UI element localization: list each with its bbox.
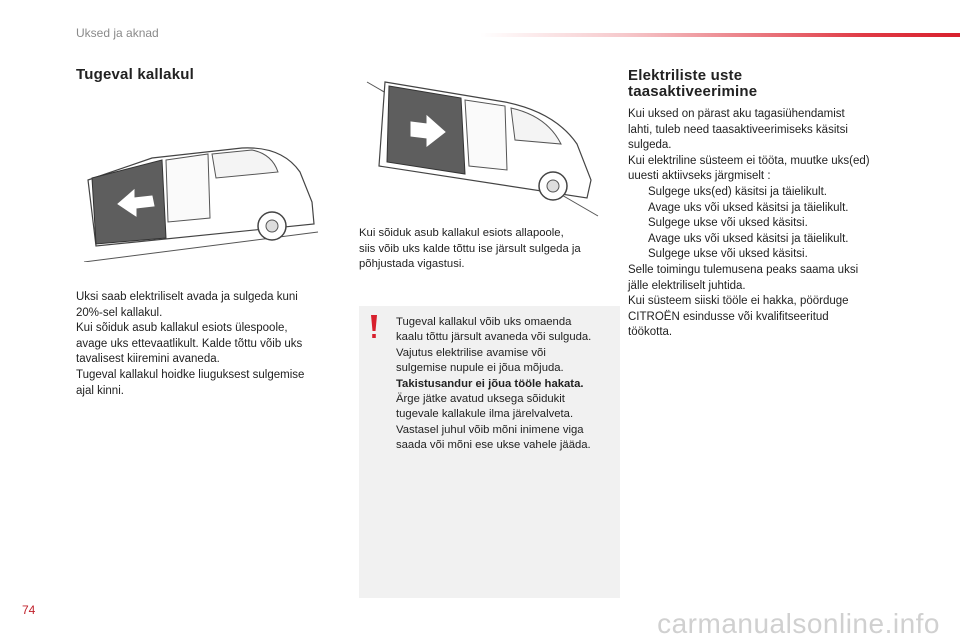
text-line: töökotta. [628,326,673,339]
text-line: ajal kinni. [76,384,124,397]
page-number: 74 [22,603,36,617]
text-line: Kui sõiduk asub kallakul esiots allapoole, [359,227,564,239]
list-item [628,216,928,232]
text-line: 20%-sel kallakul. [76,306,163,319]
warning-text [396,315,611,454]
list-item-text: Sulgege ukse või uksed käsitsi. [648,248,808,261]
text-line: Kui elektriline süsteem ei tööta, muutke uks(ed) [628,154,870,167]
text-line: sulgeda. [628,139,672,152]
text-line: tavalisest kiiremini avaneda. [76,353,220,366]
van-downhill-illustration [365,74,600,219]
heading-steep-slope: Tugeval kallakul [76,66,194,83]
text-line: Kui süsteem siiski tööle ei hakka, pöörduge [628,295,849,308]
text-line: Vastasel juhul võib mõni inimene viga [396,423,584,436]
text-line: jälle elektriliselt juhtida. [628,279,746,292]
text-line: avage uks ettevaatlikult. Kalde tõttu võib uks [76,337,303,350]
text-line: sulgemise nupule ei jõua mõjuda. [396,362,564,375]
list-item [628,185,928,201]
middle-caption [359,226,624,273]
text-line: Selle toimingu tulemusena peaks saama uksi [628,263,859,276]
heading-line: taasaktiveerimine [628,83,758,100]
list-item-text: Sulgege uks(ed) käsitsi ja täielikult. [648,185,827,198]
text-line: CITROËN esindusse või kvalifitseeritud [628,310,829,323]
watermark: carmanualsonline.info [657,608,940,639]
text-line: Ärge jätke avatud uksega sõidukit [396,393,565,406]
section-title: Uksed ja aknad [76,26,159,40]
text-line: Kui uksed on pärast aku tagasiühendamist [628,108,845,120]
left-body-text [76,290,356,399]
text-line: Kui sõiduk asub kallakul esiots ülespoole, [76,322,288,335]
list-item-text: Sulgege ukse või uksed käsitsi. [648,217,808,230]
text-line: siis võib uks kalde tõttu ise järsult sulgeda ja [359,242,581,255]
text-line: põhjustada vigastusi. [359,258,465,271]
list-item [628,232,928,248]
text-line: Tugeval kallakul võib uks omaenda [396,316,572,328]
text-line: tugevale kallakule ilma järelvalveta. [396,408,574,421]
text-line: Tugeval kallakul hoidke liuguksest sulgemise [76,368,305,381]
right-body-text [628,107,928,341]
heading-line: Elektriliste uste [628,67,743,84]
list-item [628,201,928,217]
list-item-text: Avage uks või uksed käsitsi ja täielikult. [648,201,849,214]
text-line: kaalu tõttu järsult avaneda või sulguda. [396,331,592,344]
text-line: uuesti aktiivseks järgmiselt : [628,170,771,183]
list-item [628,247,928,263]
heading-reactivation [628,68,757,100]
text-line: lahti, tuleb need taasaktiveerimiseks käsitsi [628,123,848,136]
warning-exclamation-icon [370,315,378,339]
warning-bold-line: Takistusandur ei jõua tööle hakata. [396,377,584,390]
text-line: Vajutus elektrilise avamise või [396,346,546,359]
header-accent-bar [480,33,960,37]
van-uphill-illustration [82,142,320,262]
text-line: Uksi saab elektriliselt avada ja sulgeda kuni [76,291,298,303]
text-line: saada või mõni ese ukse vahele jääda. [396,439,591,452]
list-item-text: Avage uks või uksed käsitsi ja täielikult. [648,232,849,245]
